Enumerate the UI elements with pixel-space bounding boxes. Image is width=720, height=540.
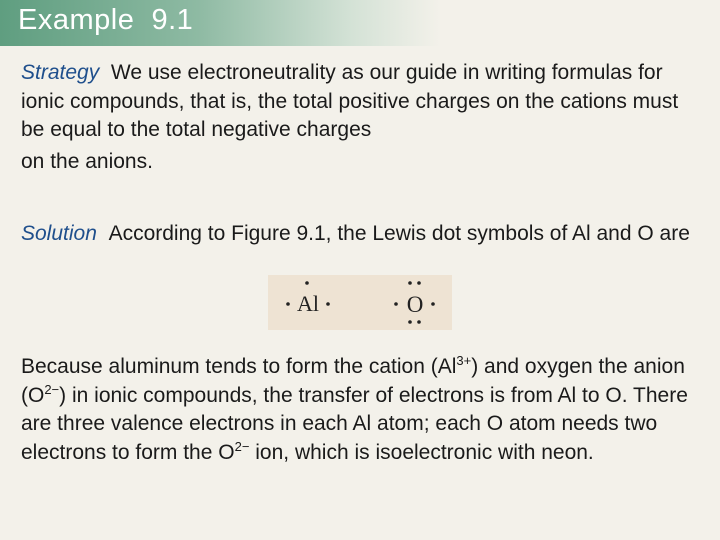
o-charge: 2− xyxy=(44,381,60,397)
explanation-paragraph: Because aluminum tends to form the cation $(Al^{3+})$ and oxygen the anion $(O^{2-})$ in ionic compounds, the transfer of electrons is from Al to O. There are three valence electrons in each Al atom; each O atom needs two electrons to form the $O^{2-}$ ion, which is isoelectronic with neon. xyxy=(21,353,688,464)
o-charge: 2− xyxy=(234,438,250,454)
solution-paragraph xyxy=(21,220,701,249)
o-symbol: O xyxy=(406,292,424,317)
o-dot-bottom-2 xyxy=(417,320,421,324)
al-charge: 3+ xyxy=(456,353,472,368)
strategy-paragraph xyxy=(21,59,701,176)
lewis-dot-symbols xyxy=(268,275,452,330)
solution-label: Solution xyxy=(21,222,97,245)
o-dot-bottom-1 xyxy=(408,320,412,324)
o-dot-right xyxy=(431,302,435,306)
o-dot-top-1 xyxy=(408,281,412,285)
al-dot-left xyxy=(286,302,290,306)
title-bar xyxy=(0,0,440,46)
page-title: Example 9.1 xyxy=(18,4,194,36)
o-dot-left xyxy=(394,302,398,306)
strategy-text-end: on the anions. xyxy=(21,149,153,173)
al-symbol: Al xyxy=(297,291,319,316)
o-dot-top-2 xyxy=(417,281,421,285)
solution-text: According to Figure 9.1, the Lewis dot symbols of Al and O are xyxy=(108,222,690,245)
strategy-label: Strategy xyxy=(21,61,100,84)
al-dot-top xyxy=(305,281,309,285)
strategy-text: We use electroneutrality as our guide in writing formulas for ionic compounds, that is, the total positive charges on the cations must be equal to the total negative charges xyxy=(21,61,679,141)
al-dot-right xyxy=(326,302,330,306)
